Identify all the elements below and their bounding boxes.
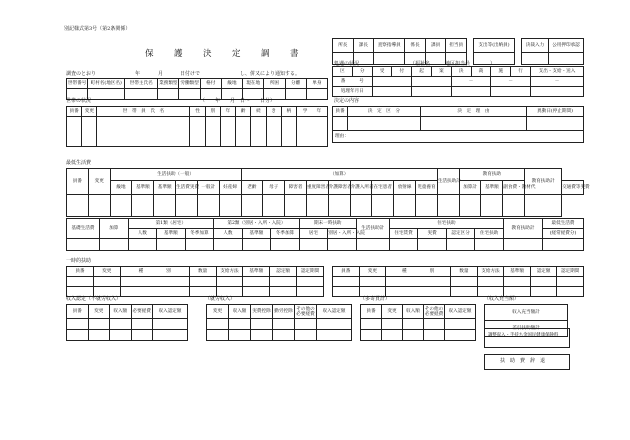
col: 加算計	[459, 181, 481, 195]
col: 変更	[82, 107, 97, 117]
sub: 住宅扶助	[475, 229, 504, 239]
col: 収入額	[229, 305, 251, 319]
col: 生活扶助計	[356, 219, 389, 239]
sub: 実費	[418, 229, 447, 239]
col: 収入額	[403, 305, 424, 319]
seal-stamp: 公用押印承認	[549, 39, 584, 53]
income-label-d: （収入充当額）	[484, 296, 520, 302]
col: 障害者	[285, 181, 307, 195]
header-cell: 町村名(地区名)	[88, 79, 125, 89]
col: 母子	[263, 181, 285, 195]
members-period: （ 年 月 日〜 日分）	[200, 98, 276, 104]
col: 員番	[67, 107, 82, 117]
col: 変更	[359, 267, 386, 277]
intro-year: 年	[135, 71, 141, 77]
col: 重度障害者	[306, 181, 328, 195]
col: 数量	[189, 267, 216, 277]
intro-text: 調査のとおり	[66, 71, 97, 77]
col: 生活費実費	[176, 181, 198, 195]
col: 認定期間	[297, 267, 324, 277]
col: 齢	[236, 107, 251, 117]
col: 副食費・教材代	[503, 181, 525, 195]
dash: －	[491, 77, 531, 87]
group: （加算）	[241, 169, 437, 181]
form-id: 別記様式第3号（第2条関係）	[64, 26, 131, 32]
col: 支給方法	[216, 267, 243, 277]
col: 基準額	[154, 181, 176, 195]
col: 続	[251, 107, 266, 117]
record-label: 裁	[471, 67, 491, 77]
col: 勤労控除	[273, 305, 295, 319]
income-label-c: （多寄貢計）	[360, 296, 391, 302]
intro-month: 月	[158, 71, 164, 77]
header-cell: 級地	[221, 79, 242, 89]
record-label: 施	[491, 67, 511, 77]
record-ref: 番 号	[333, 77, 373, 87]
col: 種 別	[386, 267, 451, 277]
record-label: 区	[333, 67, 353, 77]
col: 性	[190, 107, 205, 117]
record-label: 起	[412, 67, 432, 77]
col: 収入充当額計	[485, 305, 568, 321]
col: 認定額	[530, 267, 557, 277]
record-label: 受	[372, 67, 392, 77]
col: 支給方法	[477, 267, 504, 277]
sub: 住宅賃貸	[389, 229, 418, 239]
col: 収入認定額	[153, 305, 188, 319]
group: 教育扶助計	[525, 169, 562, 195]
col: 学 年	[297, 107, 328, 117]
dash: －	[531, 77, 584, 87]
col: 変更	[382, 305, 403, 319]
temporary-table-right	[332, 266, 584, 297]
sub: (経常経費分)	[543, 229, 584, 239]
col: 世 帯 員 氏 名	[97, 107, 190, 117]
income-label-b: （就労収入）	[205, 296, 236, 302]
col: 決 定 理 由	[421, 107, 527, 117]
min-living-label: 最低生活費	[66, 160, 92, 166]
record-date: 処理年月日	[333, 87, 373, 97]
col: 認定額	[270, 267, 297, 277]
col: 期末一時扶助	[299, 219, 356, 229]
col: 基準額	[132, 181, 154, 195]
col: 第1類（居宅）	[128, 219, 214, 229]
col: 種 別	[120, 267, 189, 277]
intro-day: 日付けで	[180, 71, 201, 77]
approval-col: 査察指導員	[374, 39, 405, 53]
temporary-label: 一時的扶助	[66, 258, 92, 264]
record-label: 分	[352, 67, 372, 77]
sub: 基準額	[157, 229, 186, 239]
decision-record	[332, 66, 584, 97]
col: 老齢	[241, 181, 263, 195]
col: 収入認定額	[445, 305, 476, 319]
col: その他の必要経費	[296, 306, 315, 317]
col: 介護入所者	[350, 181, 372, 195]
approval-col: 課員	[425, 39, 446, 53]
col: 変更	[93, 267, 120, 277]
col: 員番	[361, 305, 382, 319]
col: 児童養育	[416, 181, 438, 195]
sub: 冬季加算	[185, 229, 214, 239]
header-cell: 現在地	[243, 79, 264, 89]
col: 妊産婦	[219, 181, 241, 195]
header-cell: 所困	[264, 79, 285, 89]
sub: 認定区分	[446, 229, 475, 239]
header-cell: 単身	[306, 79, 327, 89]
record-label: 付	[392, 67, 412, 77]
col: 決 定 区 分	[348, 107, 421, 117]
col: 基準額	[243, 267, 270, 277]
members-table	[66, 106, 328, 147]
household-header	[66, 78, 328, 100]
col: その他の必要経費	[424, 306, 444, 317]
group: 生活扶助（一般）	[110, 169, 241, 181]
header-cell: 格付	[200, 79, 221, 89]
record-label: 支出・支給・送入	[531, 67, 584, 77]
col: 基準額	[481, 181, 503, 195]
header-cell: 世帯主氏名	[125, 79, 158, 89]
col: 交通費等実費	[562, 181, 584, 195]
document-title: 保 護 決 定 調 書	[145, 49, 305, 59]
col: 員番	[67, 305, 89, 319]
temporary-table-left	[66, 266, 324, 297]
col: 柄	[281, 107, 296, 117]
income-table-c	[360, 304, 476, 341]
approval-col: 担当員	[446, 39, 467, 53]
sub: 居宅	[299, 229, 328, 239]
col: 住宅扶助	[389, 219, 503, 229]
col: 収入額	[110, 305, 132, 319]
dash: －	[451, 77, 491, 87]
col: 異動日(停止期間)	[527, 107, 584, 117]
situation-district: （福祉名 地区担当員 ）	[410, 61, 496, 67]
sub: 冬季加算	[271, 229, 300, 239]
situation-label: 処遇の状況	[334, 61, 360, 67]
record-label: 案	[431, 67, 451, 77]
col: 員番	[67, 169, 89, 195]
sub: 別居・入所・入院	[328, 229, 357, 239]
col: 変更	[207, 305, 229, 319]
record-label: 決	[451, 67, 471, 77]
sub: 人数	[128, 229, 157, 239]
col: 第2類（別居・入所・入院）	[214, 219, 300, 229]
income-table-a	[66, 304, 188, 341]
col: 放射線	[394, 181, 416, 195]
col: 年	[220, 107, 235, 117]
col: 基準額	[504, 267, 531, 277]
income-label-a: 収入認定（不就労収入）	[66, 296, 122, 302]
min-living-table-2	[66, 218, 584, 251]
members-label: 世帯の状況	[66, 98, 92, 104]
approval-col: 課長	[353, 39, 374, 53]
header-cell: 世帯番号	[67, 79, 88, 89]
approval-col: 所長	[333, 39, 354, 53]
col: 員番	[67, 267, 94, 277]
col: 教育扶助計	[504, 219, 543, 239]
income-table-b	[206, 304, 352, 341]
sub: 人数	[214, 229, 243, 239]
record-label: 行	[511, 67, 531, 77]
header-cell: 業務類型	[158, 79, 179, 89]
decision-label: 決定の内容	[334, 98, 360, 104]
col: 員番	[333, 107, 348, 117]
header-cell: 労働類型	[179, 79, 200, 89]
col: 介護障害者	[328, 181, 350, 195]
col: 級地	[110, 181, 132, 195]
intro-tail: し、併又により通知する。	[240, 71, 301, 77]
col: 変更	[88, 305, 110, 319]
header-cell: 分離	[285, 79, 306, 89]
col: 収入認定額	[317, 305, 352, 319]
decision-reason: 理由：	[333, 131, 584, 143]
col: 一般計	[197, 181, 219, 195]
col: 基礎生活費	[67, 219, 100, 239]
col: 在宅患者	[372, 181, 394, 195]
payment-stamp: 支出等(出納員)	[474, 39, 515, 53]
col: 別	[205, 107, 220, 117]
col: 差引扶助額計	[485, 321, 568, 337]
approval-col: 係長	[405, 39, 426, 53]
col: 実費控除	[251, 305, 273, 319]
col: 認定期間	[557, 267, 584, 277]
sub: 基準額	[242, 229, 271, 239]
decline-label: 扶 助 費 辞 退	[500, 358, 546, 364]
col: 最低生活費	[543, 219, 584, 229]
group: 教育扶助	[459, 169, 524, 181]
col: 加算	[100, 219, 129, 239]
col: 員番	[333, 267, 360, 277]
col: 変更	[88, 169, 110, 195]
min-living-table	[66, 168, 590, 217]
col: き	[266, 107, 281, 117]
input-stamp: 決裁入力	[522, 39, 549, 53]
group: 生活扶助計	[437, 169, 459, 195]
col: 数量	[451, 267, 478, 277]
col: 必要経費	[131, 305, 153, 319]
decision-table	[332, 106, 584, 143]
adjust-label: 調整収入・手持ち金国民健康保険料	[488, 333, 559, 338]
